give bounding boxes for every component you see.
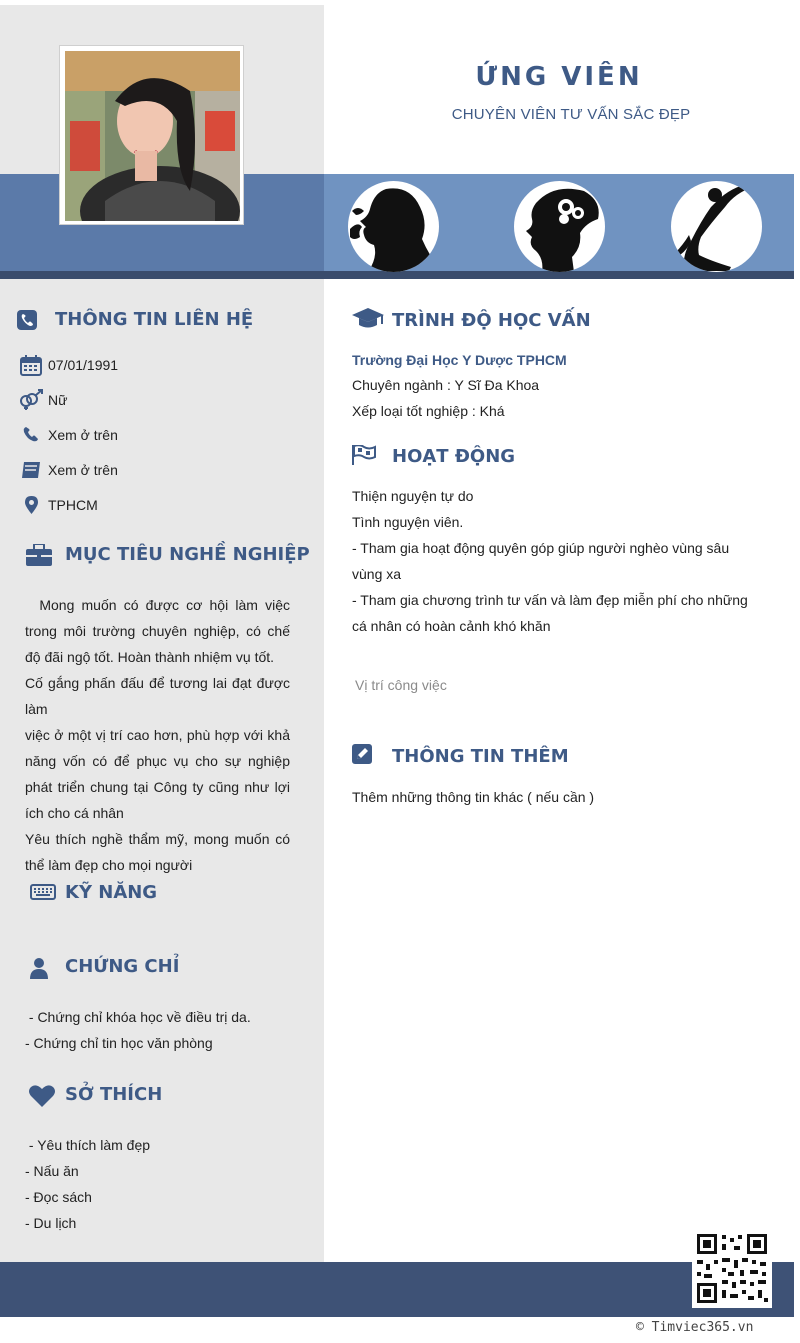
briefcase-icon [26, 544, 52, 570]
objective-line: ích cho cá nhân [25, 805, 124, 821]
hobbies-title: SỞ THÍCH [65, 1084, 163, 1105]
hobby-item: - Đọc sách [25, 1189, 92, 1205]
activities-title: HOẠT ĐỘNG [392, 446, 516, 467]
profile-photo-frame [59, 45, 244, 225]
objective-line: năng vốn có để phục vụ cho sự nghiệp [25, 753, 290, 769]
activity-line: Tình nguyện viên. [352, 514, 464, 530]
calendar-icon [20, 354, 42, 380]
header-band-divider [0, 271, 794, 279]
contact-gender: Nữ [48, 392, 68, 408]
education-title: TRÌNH ĐỘ HỌC VẤN [392, 310, 591, 331]
footer-bar [0, 1262, 794, 1317]
objective-line: Cố gắng phấn đấu để tương lai đạt được làm [25, 675, 290, 717]
certificate-item: - Chứng chỉ khóa học về điều trị da. [25, 1009, 251, 1025]
contact-title: THÔNG TIN LIÊN HỆ [55, 309, 254, 330]
activity-line: - Tham gia chương trình tư vấn và làm đẹp miễn phí cho những [352, 592, 748, 608]
education-grade: Xếp loại tốt nghiệp : Khá [352, 403, 505, 419]
hobby-item: - Du lịch [25, 1215, 77, 1231]
objective-line: việc ở một vị trí cao hơn, phù hợp với khả [25, 727, 290, 743]
silhouette-profile-icon [348, 181, 439, 272]
objective-line: Mong muốn có được cơ hội làm việc [25, 597, 290, 613]
additional-text: Thêm những thông tin khác ( nếu cần ) [352, 789, 595, 805]
certificates-title: CHỨNG CHỈ [65, 956, 180, 977]
activity-line: Thiện nguyện tự do [352, 488, 474, 504]
pencil-square-icon [352, 744, 372, 768]
activity-line: cá nhân có hoàn cảnh khó khăn [352, 618, 551, 634]
email-icon [21, 461, 41, 483]
objective-line: phát triển chung tại Công ty cũng như lợi [25, 779, 290, 795]
education-school: Trường Đại Học Y Dược TPHCM [352, 352, 567, 368]
graduation-cap-icon [352, 308, 384, 334]
contact-email: Xem ở trên [48, 462, 118, 478]
map-pin-icon [25, 496, 38, 518]
objective-line: thể làm đẹp cho mọi người [25, 857, 193, 873]
gender-icon [18, 389, 46, 415]
objective-line: độ đãi ngộ tốt. Hoàn thành nhiệm vụ tốt. [25, 649, 275, 665]
skills-title: KỸ NĂNG [65, 882, 158, 903]
activity-line: - Tham gia hoạt động quyên góp giúp người nghèo vùng sâu [352, 540, 730, 556]
job-title: CHUYÊN VIÊN TƯ VẤN SẮC ĐẸP [451, 106, 691, 123]
footer-credit[interactable]: © Timviec365.vn [636, 1320, 754, 1335]
contact-phone: Xem ở trên [48, 427, 118, 443]
objective-line: trong môi trường chuyên nghiệp, có chế [25, 623, 290, 639]
objective-text [25, 592, 290, 878]
keyboard-icon [30, 884, 56, 904]
position-placeholder: Vị trí công việc [355, 677, 447, 693]
candidate-name: ỨNG VIÊN [475, 62, 643, 92]
activities-text [352, 483, 752, 639]
certificate-item: - Chứng chỉ tin học văn phòng [25, 1035, 213, 1051]
objective-line: Yêu thích nghề thẩm mỹ, mong muốn có [25, 831, 290, 847]
contact-birthdate: 07/01/1991 [48, 357, 119, 373]
hobby-item: - Nấu ăn [25, 1163, 79, 1179]
hobby-item: - Yêu thích làm đẹp [25, 1137, 151, 1153]
contact-address: TPHCM [48, 497, 98, 513]
profile-photo [65, 51, 240, 221]
silhouette-flower-hat-icon [514, 181, 605, 272]
user-icon [30, 957, 48, 983]
silhouette-dancer-icon [671, 181, 762, 272]
activity-line: vùng xa [352, 566, 402, 582]
additional-title: THÔNG TIN THÊM [392, 746, 569, 767]
flag-icon [352, 445, 376, 469]
qr-code[interactable] [692, 1230, 772, 1308]
objective-title: MỤC TIÊU NGHỀ NGHIỆP [65, 544, 310, 565]
phone-icon [23, 426, 39, 446]
heart-icon [29, 1085, 55, 1111]
education-major: Chuyên ngành : Y Sĩ Đa Khoa [352, 377, 540, 393]
phone-square-icon [17, 310, 37, 334]
